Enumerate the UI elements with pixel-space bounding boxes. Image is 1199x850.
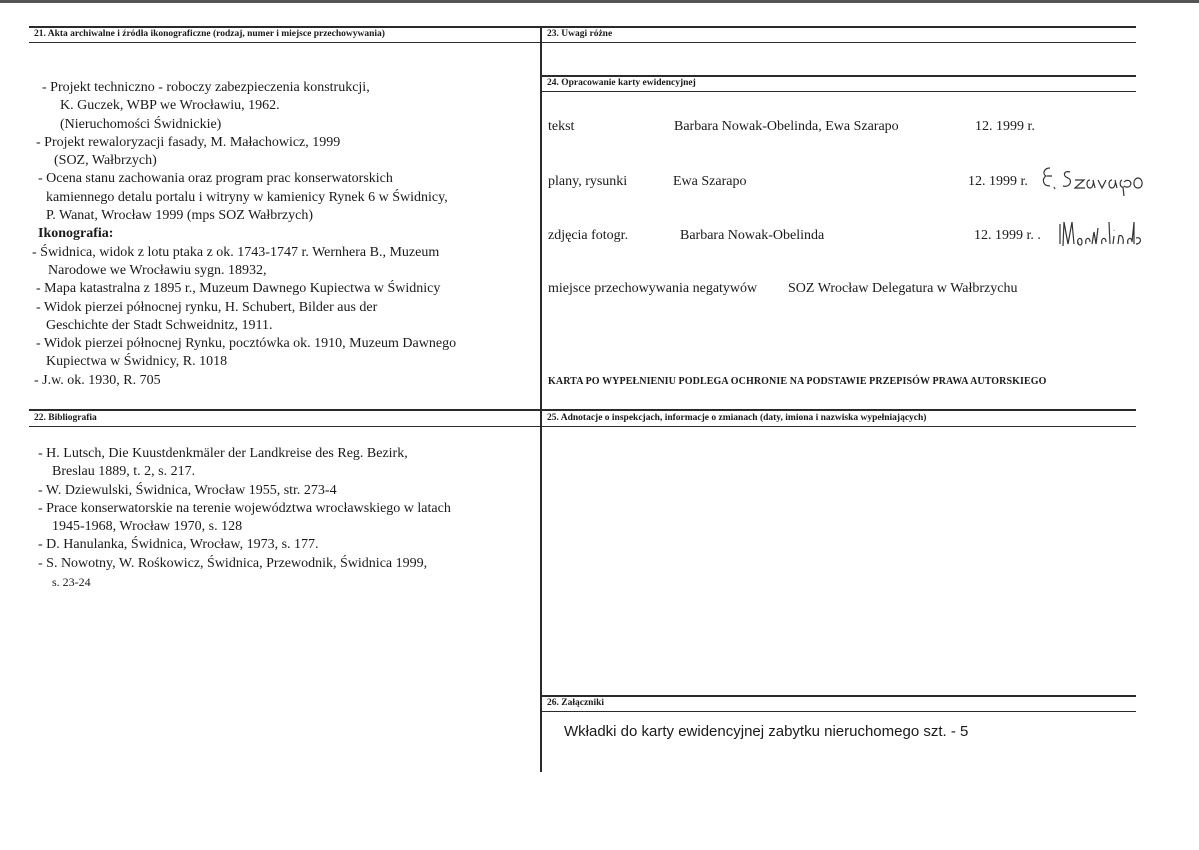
s24-row-name: Barbara Nowak-Obelinda, Ewa Szarapo — [674, 119, 899, 134]
s26-title: 26. Załączniki — [547, 698, 605, 708]
list-item: Geschichte der Stadt Schweidnitz, 1911. — [46, 317, 273, 333]
s21-body — [32, 79, 456, 390]
s24-top-rule — [541, 75, 1136, 77]
storage-label: miejsce przechowywania negatywów — [548, 281, 758, 296]
s23-title: 23. Uwagi różne — [547, 29, 613, 39]
list-item: - J.w. ok. 1930, R. 705 — [34, 372, 161, 388]
list-item: - Projekt techniczno - roboczy zabezpieczenia konstrukcji, — [42, 80, 370, 95]
s21-title-rule — [29, 42, 540, 43]
s25-title: 25. Adnotacje o inspekcjach, informacje o zmianach (daty, imiona i nazwiska wypełniających) — [547, 413, 927, 423]
list-item: - Świdnica, widok z lotu ptaka z ok. 1743-1747 r. Wernhera B., Muzeum — [32, 244, 440, 260]
list-item: P. Wanat, Wrocław 1999 (mps SOZ Wałbrzych) — [46, 208, 314, 224]
list-item: - Ocena stanu zachowania oraz program prac konserwatorskich — [38, 171, 393, 187]
list-item: (Nieruchomości Świdnickie) — [60, 116, 222, 132]
s22-title-rule — [29, 426, 540, 427]
list-item: - Prace konserwatorskie na terenie województwa wrocławskiego w latach — [38, 500, 451, 516]
signature-nowak-obelinda — [1056, 214, 1144, 256]
iconography-heading: Ikonografia: — [38, 226, 114, 242]
s22-title: 22. Bibliografia — [34, 413, 97, 423]
list-item: - Mapa katastralna z 1895 r., Muzeum Dawnego Kupiectwa w Świdnicy — [36, 281, 441, 297]
list-item: Breslau 1889, t. 2, s. 217. — [52, 464, 196, 480]
list-item: (SOZ, Wałbrzych) — [54, 153, 157, 169]
list-item: - S. Nowotny, W. Rośkowicz, Świdnica, Przewodnik, Świdnica 1999, — [38, 555, 428, 571]
s24-row-label: zdjęcia fotogr. — [548, 228, 629, 243]
s22-body — [34, 445, 451, 591]
s24-row-label: tekst — [548, 119, 575, 134]
s24-row-name: Barbara Nowak-Obelinda — [680, 228, 825, 243]
list-item: - D. Hanulanka, Świdnica, Wrocław, 1973, s. 177. — [38, 537, 319, 553]
list-item: Narodowe we Wrocławiu sygn. 18932, — [48, 262, 267, 278]
attachments-text: Wkładki do karty ewidencyjnej zabytku nieruchomego szt. - 5 — [564, 723, 969, 740]
scan-top-edge — [0, 0, 1199, 3]
list-item: kamiennego detalu portalu i witryny w kamienicy Rynek 6 w Świdnicy, — [46, 189, 448, 205]
signature-szarapo — [1040, 160, 1158, 200]
storage-value: SOZ Wrocław Delegatura w Wałbrzychu — [788, 281, 1018, 296]
s21-title: 21. Akta archiwalne i źródła ikonograficzne (rodzaj, numer i miejsce przechowywania) — [34, 29, 385, 39]
s24-title-rule — [541, 91, 1136, 92]
s24-row-date: 12. 1999 r. — [975, 119, 1035, 134]
s26-top-rule — [541, 695, 1136, 697]
top-rule — [29, 26, 1136, 28]
s24-row-name: Ewa Szarapo — [673, 174, 747, 189]
s25-title-rule — [541, 426, 1136, 427]
list-item: - Projekt rewaloryzacji fasady, M. Małachowicz, 1999 — [36, 134, 341, 150]
list-item: Kupiectwa w Świdnicy, R. 1018 — [46, 354, 228, 370]
list-item: 1945-1968, Wrocław 1970, s. 128 — [52, 519, 243, 535]
s24-row-date: 12. 1999 r. . — [974, 228, 1041, 243]
s24-row-date: 12. 1999 r. — [968, 174, 1028, 189]
list-item: s. 23-24 — [52, 575, 91, 590]
list-item: - H. Lutsch, Die Kuustdenkmäler der Landkreise des Reg. Bezirk, — [38, 446, 408, 461]
middle-rule — [29, 409, 1136, 411]
s23-title-rule — [541, 42, 1136, 43]
list-item: - Widok pierzei północnej rynku, H. Schubert, Bilder aus der — [36, 299, 378, 315]
list-item: - W. Dziewulski, Świdnica, Wrocław 1955, str. 273-4 — [38, 482, 337, 498]
column-divider — [540, 26, 542, 772]
s24-row-label: plany, rysunki — [548, 174, 628, 189]
list-item: - Widok pierzei północnej Rynku, pocztówka ok. 1910, Muzeum Dawnego — [36, 336, 457, 352]
list-item: K. Guczek, WBP we Wrocławiu, 1962. — [60, 98, 280, 114]
s24-title: 24. Opracowanie karty ewidencyjnej — [547, 78, 696, 88]
copyright-note: KARTA PO WYPEŁNIENIU PODLEGA OCHRONIE NA PODSTAWIE PRZEPISÓW PRAWA AUTORSKIEGO — [548, 376, 1047, 387]
s26-title-rule — [541, 711, 1136, 712]
